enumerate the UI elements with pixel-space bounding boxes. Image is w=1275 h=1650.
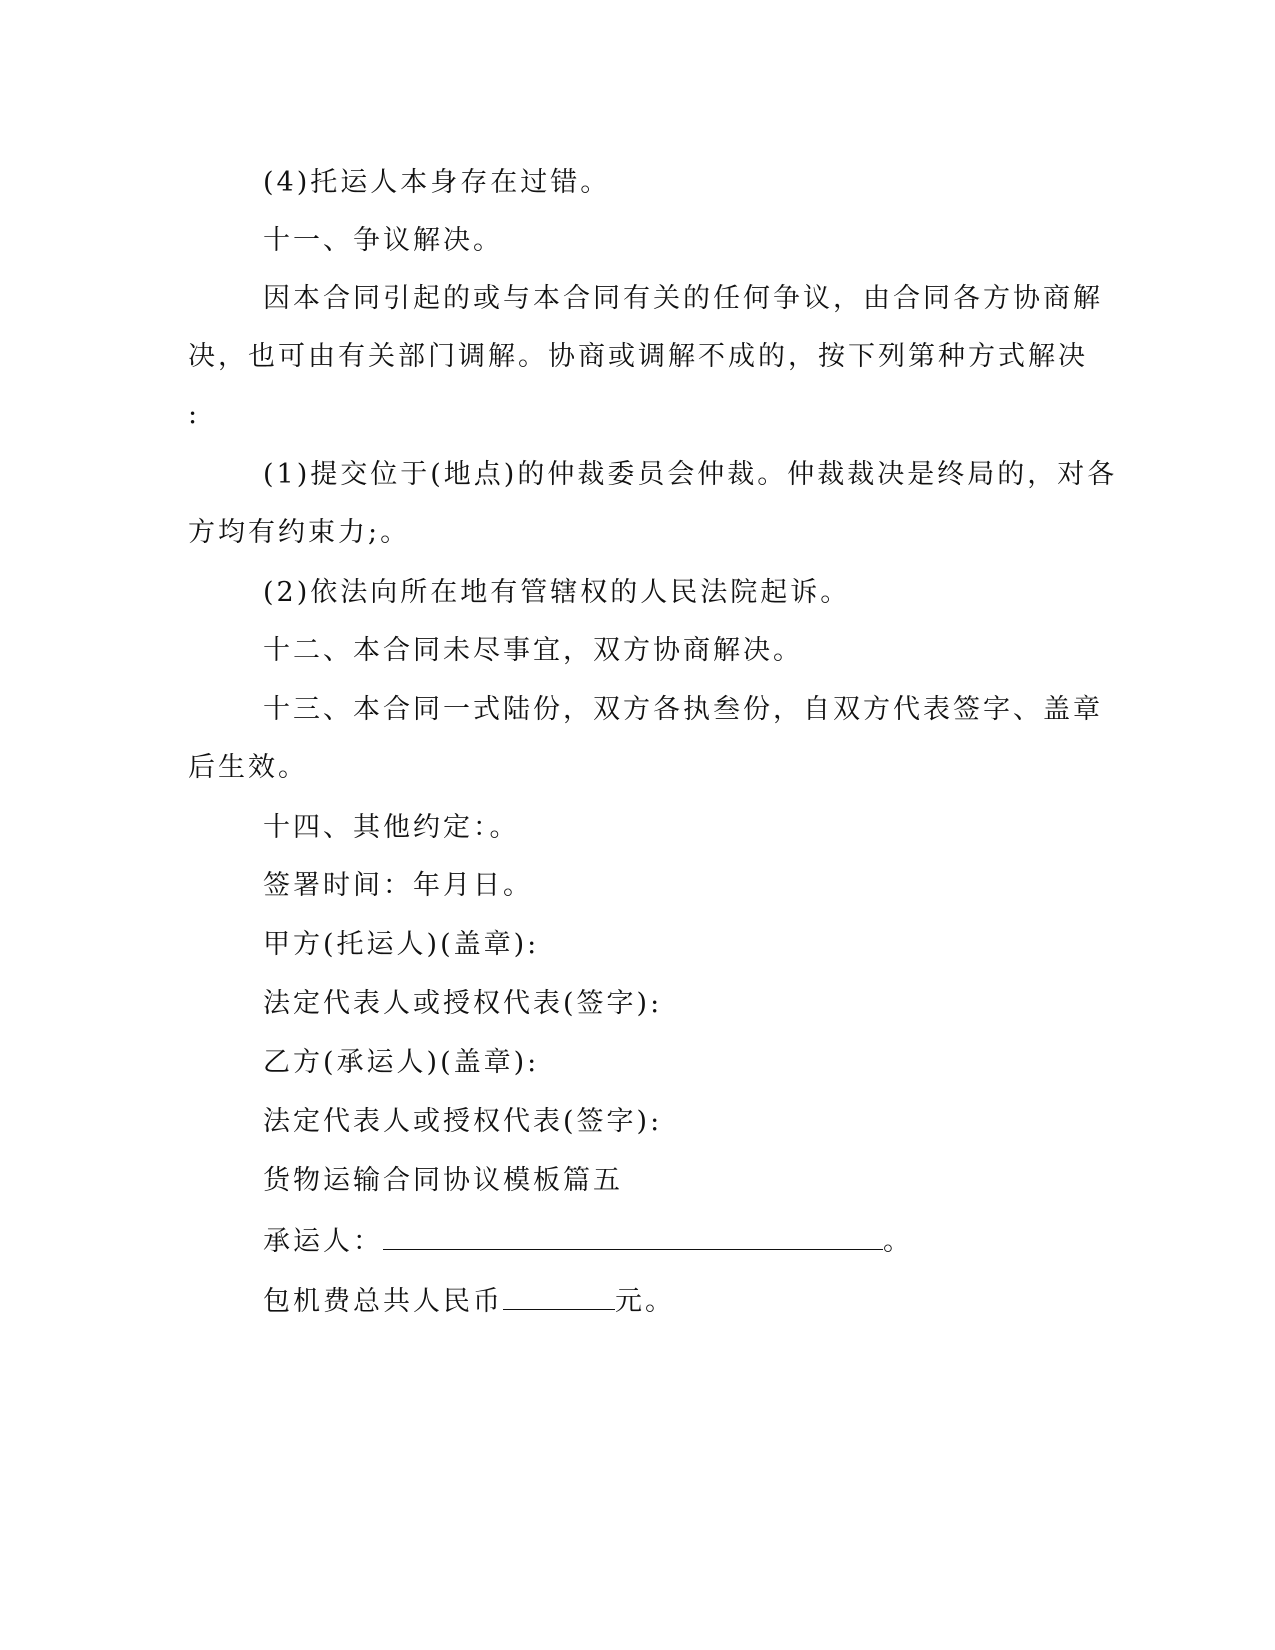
paragraph-arbitration-line-1: (1)提交位于(地点)的仲裁委员会仲裁。仲裁裁决是终局的，对各	[263, 459, 1118, 490]
carrier-suffix: 。	[883, 1226, 913, 1257]
paragraph-arbitration-line-2: 方均有约束力;。	[188, 517, 411, 548]
clause-twelve: 十二、本合同未尽事宜，双方协商解决。	[263, 635, 803, 666]
charter-fee-blank[interactable]	[503, 1283, 615, 1310]
party-a-representative: 法定代表人或授权代表(签字):	[263, 988, 663, 1019]
clause-thirteen-line-1: 十三、本合同一式陆份，双方各执叁份，自双方代表签字、盖章	[263, 694, 1103, 725]
charter-fee-line	[0, 1283, 1275, 1319]
charter-fee-prefix: 包机费总共人民币	[263, 1286, 503, 1317]
clause-fourteen: 十四、其他约定：。	[263, 812, 520, 843]
paragraph-dispute-line-2: 决，也可由有关部门调解。协商或调解不成的，按下列第种方式解决	[188, 341, 1088, 372]
party-b-seal: 乙方(承运人)(盖章):	[263, 1047, 540, 1078]
heading-dispute-resolution: 十一、争议解决。	[263, 225, 503, 256]
paragraph-dispute-line-1: 因本合同引起的或与本合同有关的任何争议，由合同各方协商解	[263, 283, 1103, 314]
carrier-line	[0, 1223, 1275, 1259]
party-a-seal: 甲方(托运人)(盖章):	[263, 929, 540, 960]
paragraph-dispute-line-3: :	[188, 399, 201, 430]
carrier-label: 承运人：	[263, 1226, 383, 1257]
paragraph-fault: (4)托运人本身存在过错。	[263, 167, 611, 198]
charter-fee-suffix: 元。	[615, 1286, 675, 1317]
section-title-template-five: 货物运输合同协议模板篇五	[263, 1165, 623, 1196]
party-b-representative: 法定代表人或授权代表(签字):	[263, 1106, 663, 1137]
clause-thirteen-line-2: 后生效。	[188, 752, 308, 783]
signing-date: 签署时间：年月日。	[263, 870, 533, 901]
paragraph-court: (2)依法向所在地有管辖权的人民法院起诉。	[263, 577, 851, 608]
carrier-blank[interactable]	[383, 1223, 883, 1250]
